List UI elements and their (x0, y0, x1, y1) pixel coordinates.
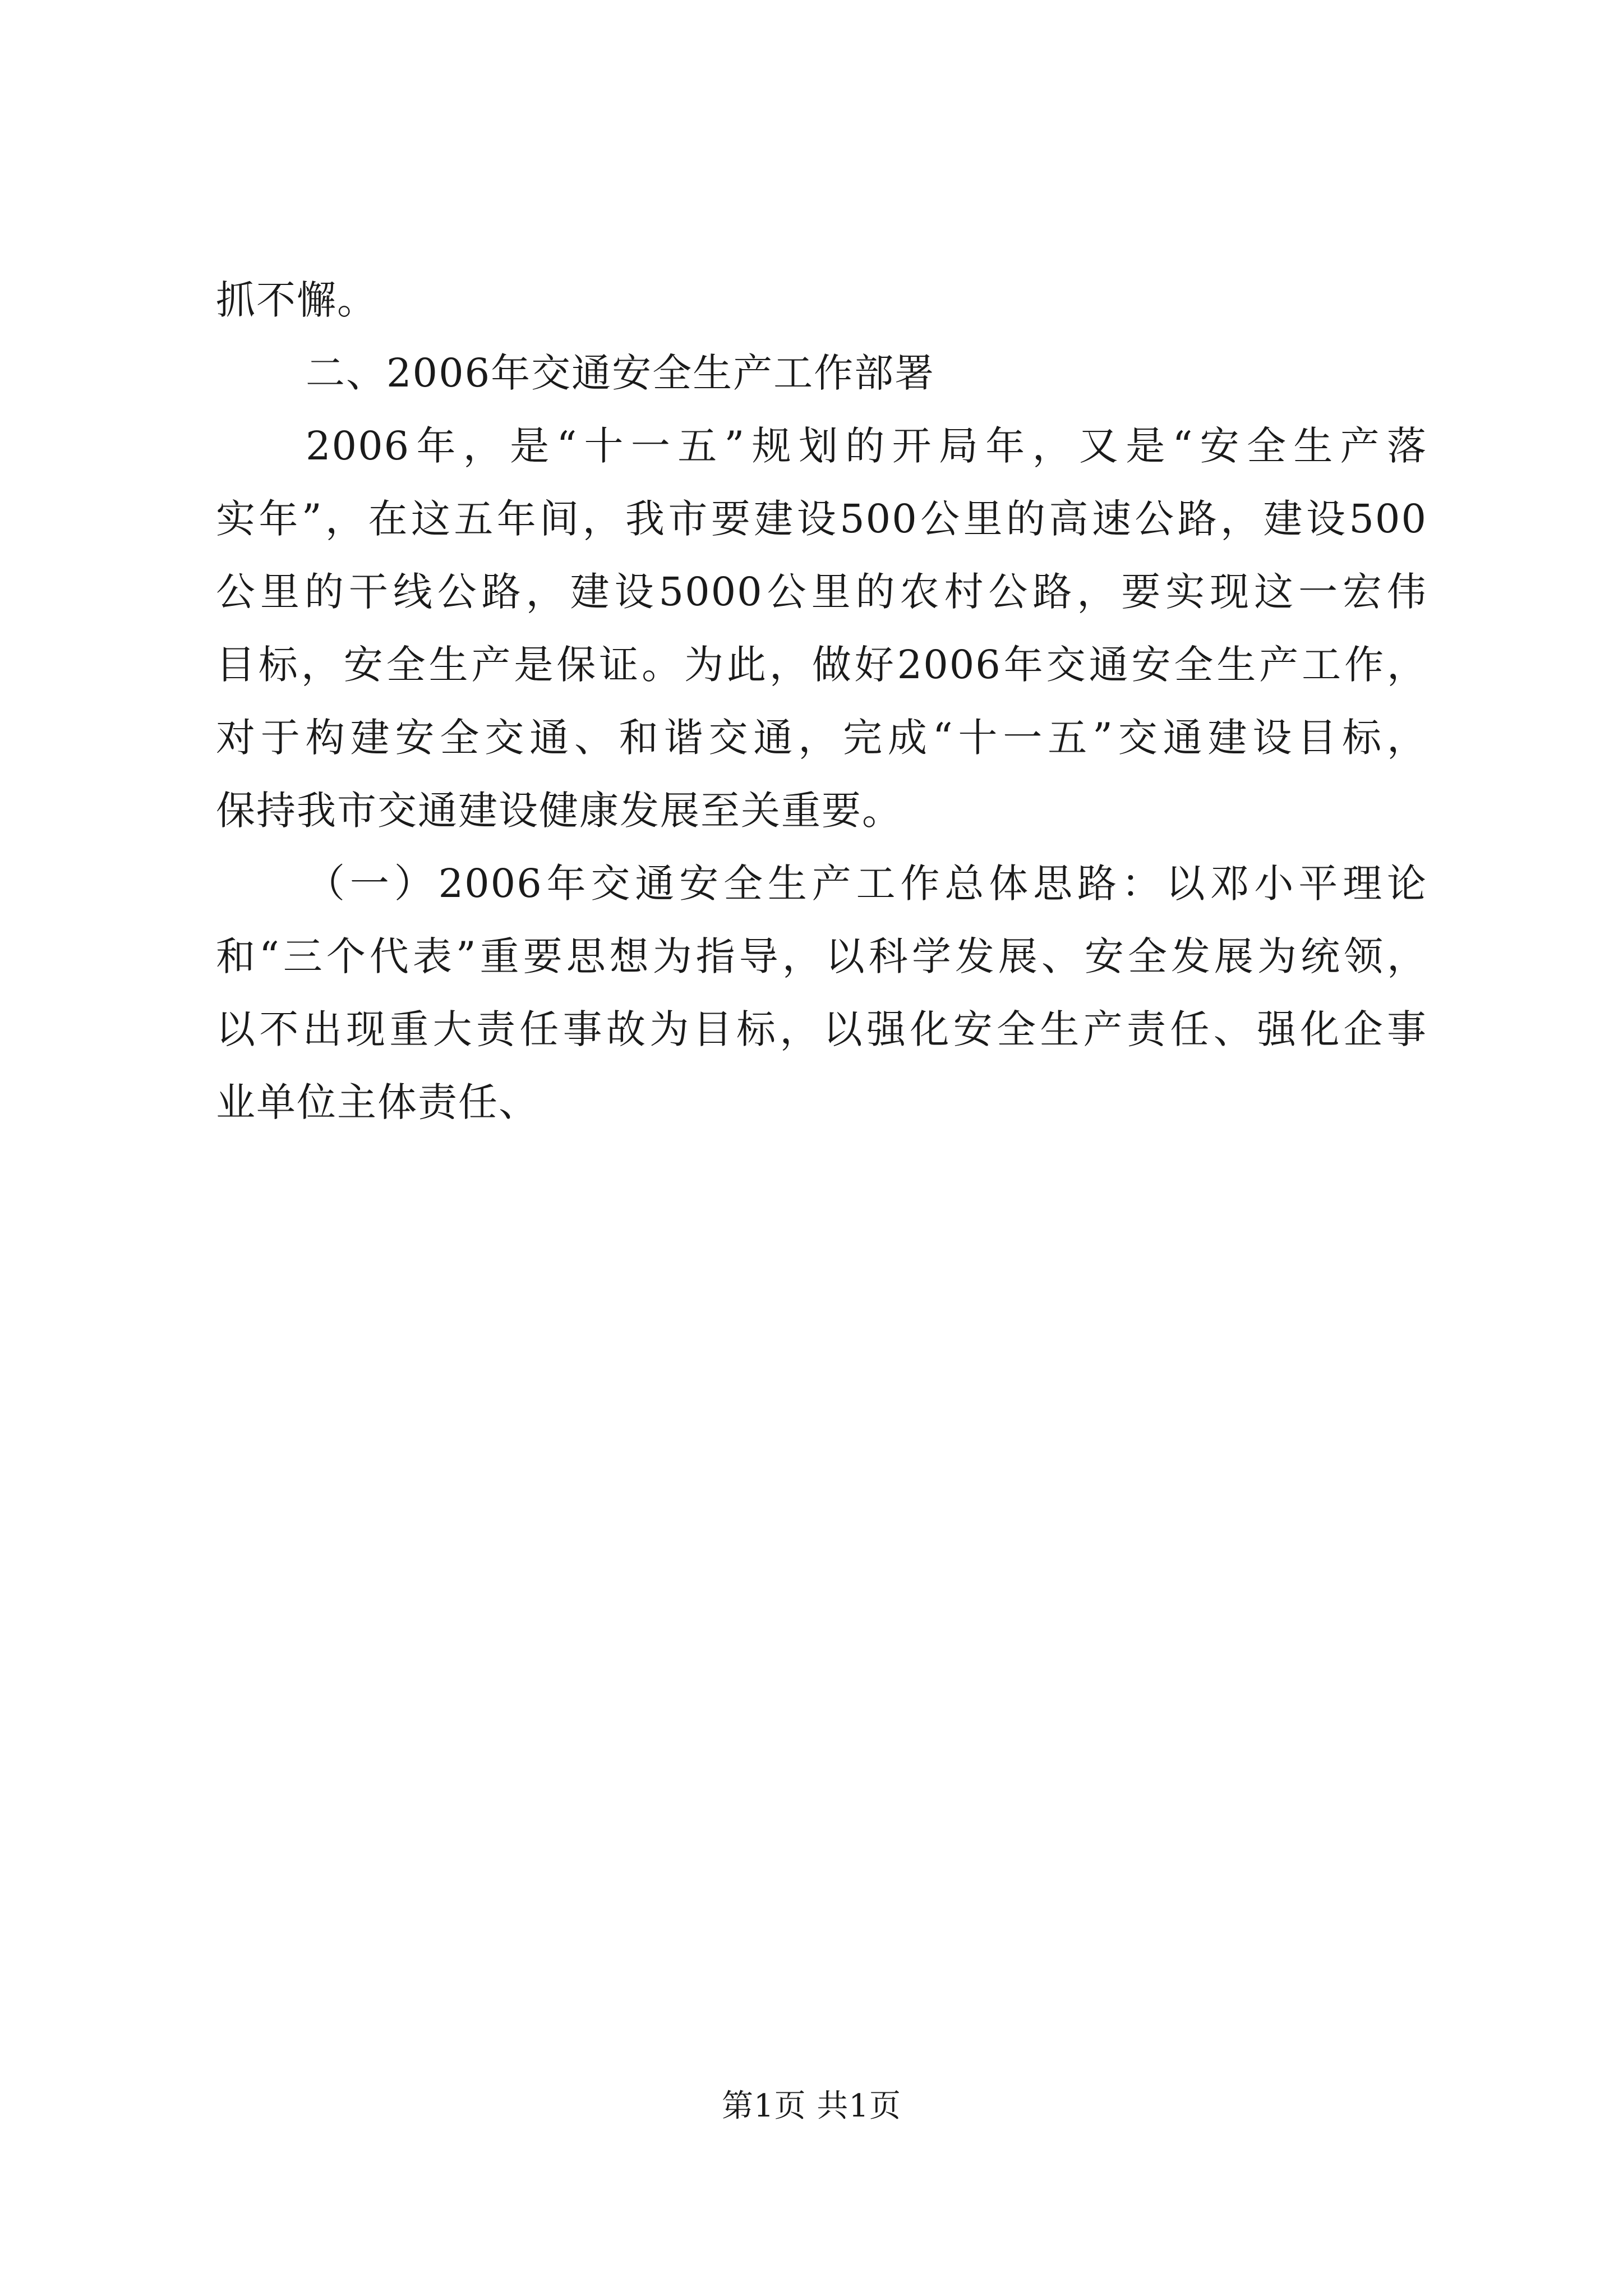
paragraph-line: 和“三个代表”重要思想为指导，以科学发展、安全发展为统领， (216, 933, 1427, 979)
paragraph-line: 业单位主体责任、 (216, 1079, 539, 1125)
paragraph-line: 对于构建安全交通、和谐交通，完成“十一五”交通建设目标， (216, 715, 1427, 761)
paragraph-line: （一）2006年交通安全生产工作总体思路：以邓小平理论 (306, 861, 1427, 907)
paragraph-line: 2006年，是“十一五”规划的开局年，又是“安全生产落 (306, 423, 1427, 469)
body-text (216, 264, 1427, 1139)
paragraph-line: 抓不懈。 (216, 277, 377, 323)
paragraph-line: 实年”，在这五年间，我市要建设500公里的高速公路，建设500 (216, 496, 1427, 542)
section-heading: 二、2006年交通安全生产工作部署 (306, 350, 935, 396)
paragraph-line: 目标，安全生产是保证。为此，做好2006年交通安全生产工作， (216, 642, 1427, 688)
page-footer: 第1页 共1页 (721, 2088, 902, 2124)
paragraph-line: 以不出现重大责任事故为目标，以强化安全生产责任、强化企事 (216, 1006, 1427, 1052)
paragraph-line: 公里的干线公路，建设5000公里的农村公路，要实现这一宏伟 (216, 569, 1427, 615)
paragraph-line: 保持我市交通建设健康发展至关重要。 (216, 788, 902, 834)
